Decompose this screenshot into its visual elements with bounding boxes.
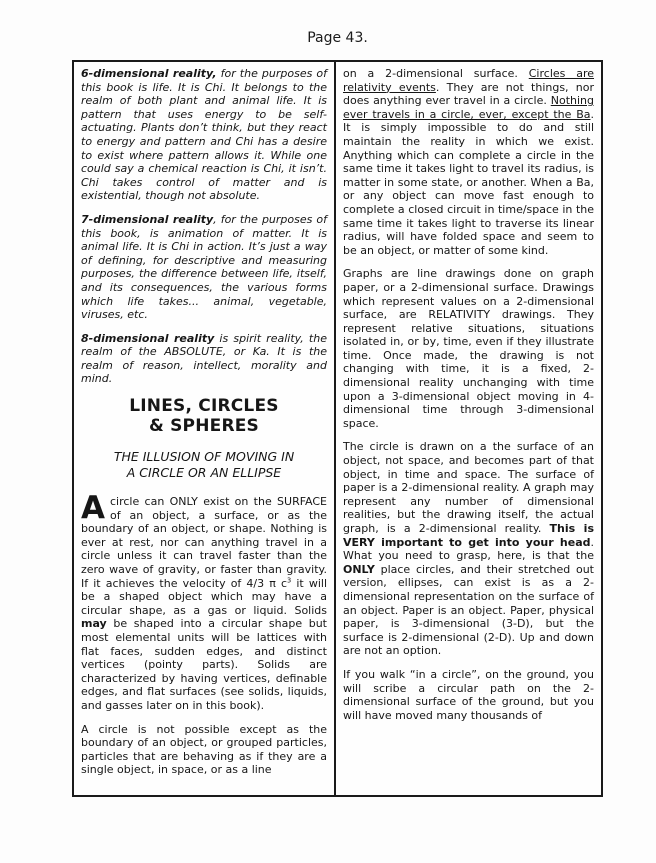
paragraph-graphs: Graphs are line drawings done on graph paper, or a 2-dimensional surface. Drawings which represent values on a 2-dimensional surface, are RELATIVITY drawings. They represent relative situations, situations isolated in, or by, time, even if they illustrate time. Once made, the drawing is not changing with time, it is a fixed, 2-dimensional reality unchanging with time upon a 3-dimensional object moving in 4-dimensional time through 3-dimensional space.: [343, 267, 594, 430]
paragraph-circle-surface: [81, 490, 327, 713]
section-heading-line-1: LINES, CIRCLES: [129, 396, 279, 417]
section-heading: [81, 396, 327, 436]
right-column: [336, 62, 601, 795]
left-column: [74, 62, 336, 795]
dropcap-letter: A: [81, 490, 105, 527]
page-number: Page 43.: [307, 30, 368, 46]
paragraph-circle-surface-text: circle can ONLY exist on the SURFACE of an object, a surface, or as the boundary of an object, or shape. Nothing is ever at rest, nor can anything travel in a circle unless it can travel faster than the zero wave of gravity, or faster than gravity. If it achieves the velocity of 4/3 π $c^3$ it will be a shaped object which may have a circular shape, as a gas or liquid. Solids may be shaped into a circular shape but most elemental units will be lattices with flat faces, sudden edges, and distinct vertices (pointy parts). Solids are characterized by having vertices, definable edges, and flat surfaces (see solids, liquids, and gasses later on in this book).: [81, 495, 327, 712]
paragraph-7-dimensional: 7-dimensional reality, for the purposes of this book, is animation of matter. It is animal life. It is Chi in action. It’s just a way of defining, for descriptive and measuring purposes, the difference between life, itself, and its consequences, the various forms which life takes... animal, vegetable, viruses, etc.: [81, 212, 328, 322]
section-heading-line-2: & SPHERES: [148, 416, 260, 437]
paragraph-8-dimensional: 8-dimensional reality is spirit reality, the realm of the ABSOLUTE, or Ka. It is the realm of reason, intellect, morality and mind.: [81, 331, 327, 386]
paragraph-circles-relativity: on a 2-dimensional surface. Circles are relativity events. They are not things, nor does anything ever travel in a circle. Nothing ever travels in a circle, ever, except the Ba. It is simply impossible to do and still maintain the reality in which we exist. Anything which can complete a circle in the same time it takes light to travel its radius, is matter in some state, or another. When a Ba, or any object can move fast enough to complete a closed circuit in time/space in the same time it takes light to traverse its linear radius, will have folded space and seem to be an object, or matter of some kind.: [343, 67, 595, 257]
paragraph-walk-in-circle: If you walk “in a circle”, on the ground, you will scribe a circular path on the 2-dimensional surface of the ground, but you will have moved many thousands of: [343, 667, 594, 722]
section-subheading-line-1: THE ILLUSION OF MOVING IN: [113, 449, 295, 465]
paragraph-circle-drawn: The circle is drawn on a the surface of an object, not space, and becomes part of that object, in time and space. The surface of paper is a 2-dimensional reality. A graph may represent any number of dimensional realities, but the drawing itself, the actual graph, is a 2-dimensional reality. This is VERY important to get into your head. What you need to grasp, here, is that the ONLY place circles, and their stretched out version, ellipses, can exist is as a 2-dimensional representation on the surface of an object. Paper is an object. Paper, physical paper, is 3-dimensional (3-D), but the surface is 2-dimensional (2-D). Up and down are not an option.: [343, 440, 594, 658]
paragraph-6-dimensional: 6-dimensional reality, for the purposes of this book is life. It is Chi. It belongs to the realm of both plant and animal life. It is pattern that uses energy to be self-actuating. Plants don’t think, but they react to energy and pattern and Chi has a desire to exist where pattern allows it. While one could say a chemical reaction is Chi, it isn’t. Chi takes control of matter and is existential, though not absolute.: [81, 67, 328, 203]
page-frame: [72, 60, 603, 797]
paragraph-circle-not-possible: A circle is not possible except as the boundary of an object, or grouped particles, particles that are behaving as if they are a single object, in space, or as a line: [81, 722, 327, 777]
section-subheading: [81, 449, 327, 481]
section-subheading-line-2: A CIRCLE OR AN ELLIPSE: [126, 465, 282, 481]
